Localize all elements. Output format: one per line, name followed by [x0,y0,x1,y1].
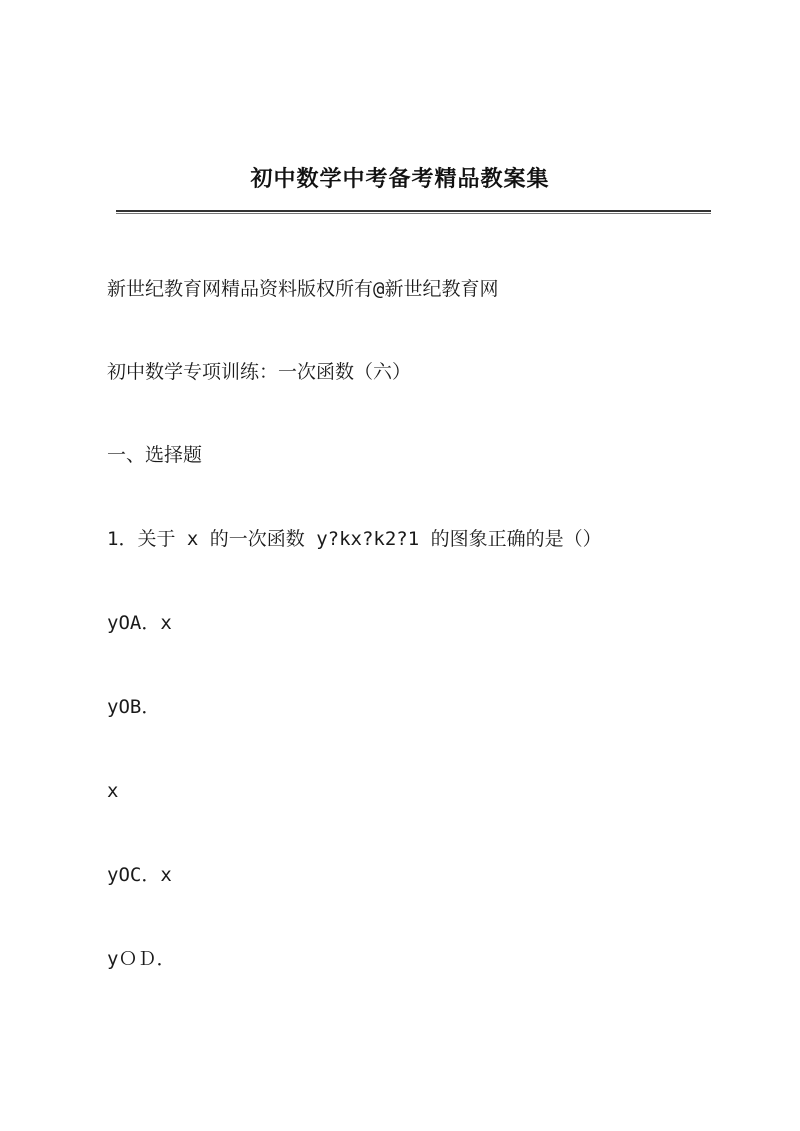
option-b: yOB． [107,696,161,718]
question-type-heading: 一、选择题 [107,444,203,466]
option-d: yＯＤ． [107,948,176,970]
title-divider [116,210,711,214]
page-title: 初中数学中考备考精品教案集 [250,166,550,192]
section-heading: 初中数学专项训练：一次函数（六） [107,361,412,383]
question-1: 1．关于 x 的一次函数 y?kx?k2?1 的图象正确的是（） [107,528,602,550]
option-c: yOC．x [107,864,172,886]
copyright-line: 新世纪教育网精品资料版权所有@新世纪教育网 [107,278,499,300]
option-a: yOA．x [107,612,172,634]
option-b-axis-label: x [107,780,119,802]
